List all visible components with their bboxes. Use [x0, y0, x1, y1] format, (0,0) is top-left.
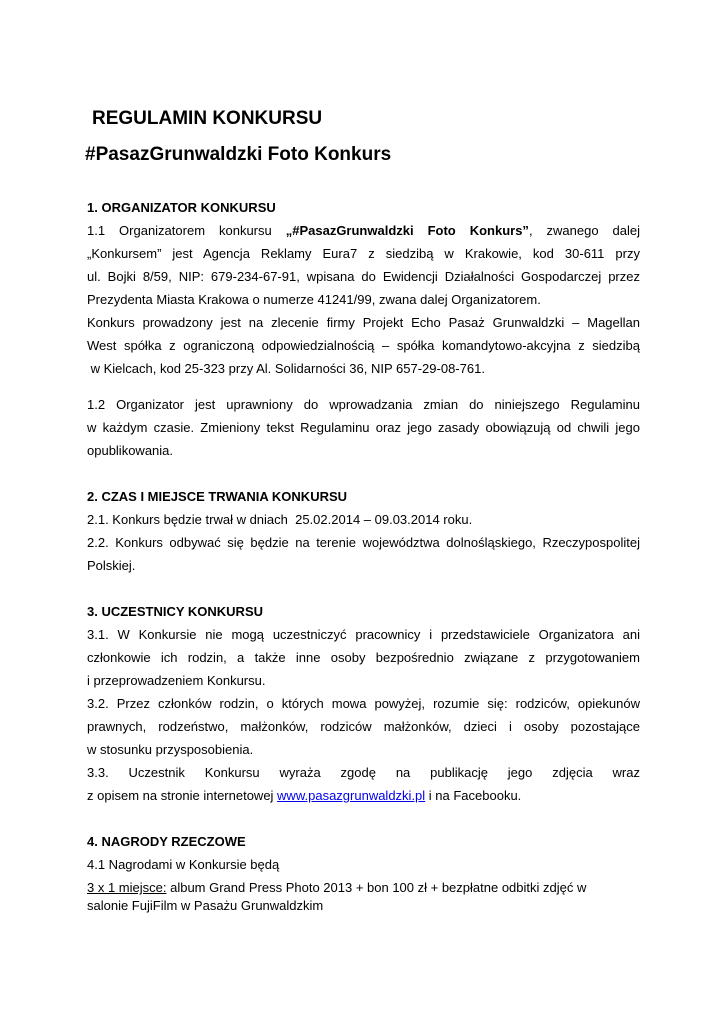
document-subtitle: #PasazGrunwaldzki Foto Konkurs [85, 144, 392, 165]
section-4-heading: 4. NAGRODY RZECZOWE [87, 834, 246, 849]
document-title: REGULAMIN KONKURSU [92, 108, 323, 129]
section-3-line-3: i przeprowadzeniem Konkursu. [87, 673, 266, 688]
section-1-heading: 1. ORGANIZATOR KONKURSU [87, 200, 276, 215]
section-1-line-8: 1.2 Organizator jest uprawniony do wprowadzania zmian do niniejszego Regulaminu [87, 397, 640, 412]
s3-l8-tail: i na Facebooku. [425, 788, 522, 803]
section-2-line-3: Polskiej. [87, 558, 136, 573]
section-3-line-7: 3.3. Uczestnik Konkursu wyraża zgodę na publikację jego zdjęcia wraz [87, 765, 640, 780]
section-4-line-1: 4.1 Nagrodami w Konkursie będą [87, 857, 280, 872]
section-1-line-5: Konkurs prowadzony jest na zlecenie firmy Projekt Echo Pasaż Grunwaldzki – Magellan [87, 315, 640, 330]
website-link[interactable]: www.pasazgrunwaldzki.pl [277, 788, 426, 803]
section-3-heading: 3. UCZESTNICY KONKURSU [87, 604, 264, 619]
section-1-line-3: ul. Bojki 8/59, NIP: 679-234-67-91, wpisana do Ewidencji Działalności Gospodarczej przez [87, 269, 640, 284]
section-1-line-4: Prezydenta Miasta Krakowa o numerze 41241/99, zwana dalej Organizatorem. [87, 292, 541, 307]
prize-description: album Grand Press Photo 2013 + bon 100 zł + bezpłatne odbitki zdjęć w [166, 880, 587, 895]
s1-l1-text: 1.1 Organizatorem konkursu [87, 223, 272, 238]
section-3-line-6: w stosunku przysposobienia. [87, 742, 254, 757]
section-1-line-2: „Konkursem” jest Agencja Reklamy Eura7 z siedzibą w Krakowie, kod 30-611 przy [87, 246, 640, 261]
contest-name-bold: „#PasazGrunwaldzki Foto Konkurs” [285, 223, 529, 238]
section-1-line-6: West spółka z ograniczoną odpowiedzialnością – spółka komandytowo-akcyjna z siedzibą [87, 338, 640, 353]
section-2-line-2: 2.2. Konkurs odbywać się będzie na terenie województwa dolnośląskiego, Rzeczypospolitej [87, 535, 640, 550]
section-1-line-7: w Kielcach, kod 25-323 przy Al. Solidarności 36, NIP 657-29-08-761. [87, 361, 485, 376]
section-4-line-3: salonie FujiFilm w Pasażu Grunwaldzkim [87, 898, 324, 913]
section-3-line-4: 3.2. Przez członków rodzin, o których mowa powyżej, rozumie się: rodziców, opiekunów [87, 696, 640, 711]
prize-place-label: 3 x 1 miejsce: [87, 880, 167, 895]
s3-l8-text: z opisem na stronie internetowej [87, 788, 278, 803]
section-4-line-2 [87, 880, 586, 895]
section-3-line-8 [87, 788, 521, 803]
section-1-line-1 [87, 223, 640, 238]
section-2-heading: 2. CZAS I MIEJSCE TRWANIA KONKURSU [87, 489, 348, 504]
section-2-line-1: 2.1. Konkurs będzie trwał w dniach 25.02.2014 – 09.03.2014 roku. [87, 512, 473, 527]
section-1-line-10: opublikowania. [87, 443, 174, 458]
s1-l1-tail: , zwanego dalej [528, 223, 640, 238]
section-3-line-5: prawnych, rodzeństwo, małżonków, rodziców małżonków, dzieci i osoby pozostające [87, 719, 640, 734]
section-3-line-1: 3.1. W Konkursie nie mogą uczestniczyć pracownicy i przedstawiciele Organizatora ani [87, 627, 640, 642]
section-3-line-2: członkowie ich rodzin, a także inne osoby bezpośrednio związane z przygotowaniem [87, 650, 640, 665]
section-1-line-9: w każdym czasie. Zmieniony tekst Regulaminu oraz jego zasady obowiązują od chwili jego [87, 420, 640, 435]
